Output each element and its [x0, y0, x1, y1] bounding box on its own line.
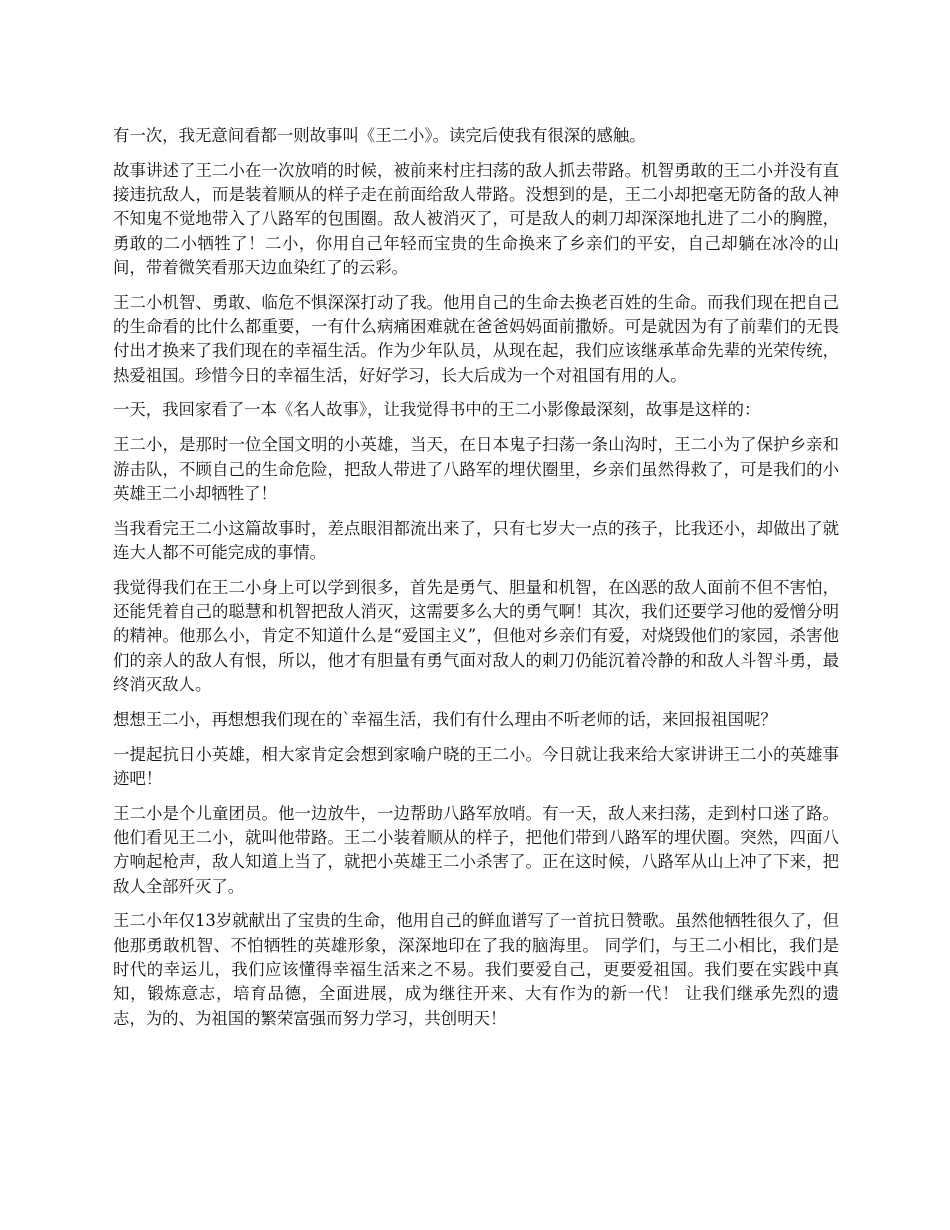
document-body: [113, 124, 839, 1041]
paragraph: 我觉得我们在王二小身上可以学到很多，首先是勇气、胆量和机智，在凶恶的敌人面前不但不害怕，还能凭着自己的聪慧和机智把敌人消灭，这需要多么大的勇气啊！其次，我们还要学习他的爱憎分明的精神。他那么小，肯定不知道什么是“爱国主义”，但他对乡亲们有爱，对烧毁他们的家园，杀害他们的亲人的敌人有恨，所以，他才有胆量有勇气面对敌人的刺刀仍能沉着冷静的和敌人斗智斗勇，最终消灭敌人。: [113, 577, 839, 694]
paragraph: 当我看完王二小这篇故事时，差点眼泪都流出来了，只有七岁大一点的孩子，比我还小，却做出了就连大人都不可能完成的事情。: [113, 518, 839, 562]
paragraph: 故事讲述了王二小在一次放哨的时候，被前来村庄扫荡的敌人抓去带路。机智勇敢的王二小并没有直接违抗敌人，而是装着顺从的样子走在前面给敌人带路。没想到的是，王二小却把毫无防备的敌人神不知鬼不觉地带入了八路军的包围圈。敌人被消灭了，可是敌人的刺刀却深深地扎进了二小的胸膛，勇敢的二小牺牲了！二小，你用自己年轻而宝贵的生命换来了乡亲们的平安，自己却躺在冰冷的山间，带着微笑看那天边血染红了的云彩。: [113, 160, 839, 277]
paragraph: 有一次，我无意间看都一则故事叫《王二小》。读完后使我有很深的感触。: [113, 126, 646, 145]
paragraph: 想想王二小，再想想我们现在的`幸福生活，我们有什么理由不听老师的话，来回报祖国呢？: [113, 709, 777, 729]
paragraph: 王二小，是那时一位全国文明的小英雄，当天，在日本鬼子扫荡一条山沟时，王二小为了保护乡亲和游击队，不顾自己的生命危险，把敌人带进了八路军的埋伏圈里，乡亲们虽然得救了，可是我们的小英雄王二小却牺牲了！: [113, 435, 839, 503]
paragraph: 王二小是个儿童团员。他一边放牛，一边帮助八路军放哨。有一天，敌人来扫荡，走到村口迷了路。他们看见王二小，就叫他带路。王二小装着顺从的样子，把他们带到八路军的埋伏圈。突然，四面八方响起枪声，敌人知道上当了，就把小英雄王二小杀害了。正在这时候，八路军从山上冲了下来，把敌人全部歼灭了。: [113, 803, 839, 896]
paragraph: 一提起抗日小英雄，相大家肯定会想到家喻户晓的王二小。今日就让我来给大家讲讲王二小的英雄事迹吧！: [113, 744, 839, 788]
paragraph: 王二小年仅13岁就献出了宝贵的生命，他用自己的鲜血谱写了一首抗日赞歌。虽然他牺牲很久了，但他那勇敢机智、不怕牺牲的英雄形象，深深地印在了我的脑海里。 同学们，与王二小相比，我们是时代的幸运儿，我们应该懂得幸福生活来之不易。我们要爱自己，更要爱祖国。我们要在实践中真知，锻炼意志，培育品德，全面进展，成为继往开来、大有作为的新一代！ 让我们继承先烈的遗志，为的、为祖国的繁荣富强而努力学习，共创明天！: [113, 911, 839, 1028]
paragraph: 王二小机智、勇敢、临危不惧深深打动了我。他用自己的生命去换老百姓的生命。而我们现在把自己的生命看的比什么都重要，一有什么病痛困难就在爸爸妈妈面前撒娇。可是就因为有了前辈们的无畏付出才换来了我们现在的幸福生活。作为少年队员，从现在起，我们应该继承革命先辈的光荣传统，热爱祖国。珍惜今日的幸福生活，好好学习，长大后成为一个对祖国有用的人。: [113, 292, 839, 385]
paragraph: 一天，我回家看了一本《名人故事》，让我觉得书中的王二小影像最深刻，故事是这样的：: [113, 400, 761, 420]
